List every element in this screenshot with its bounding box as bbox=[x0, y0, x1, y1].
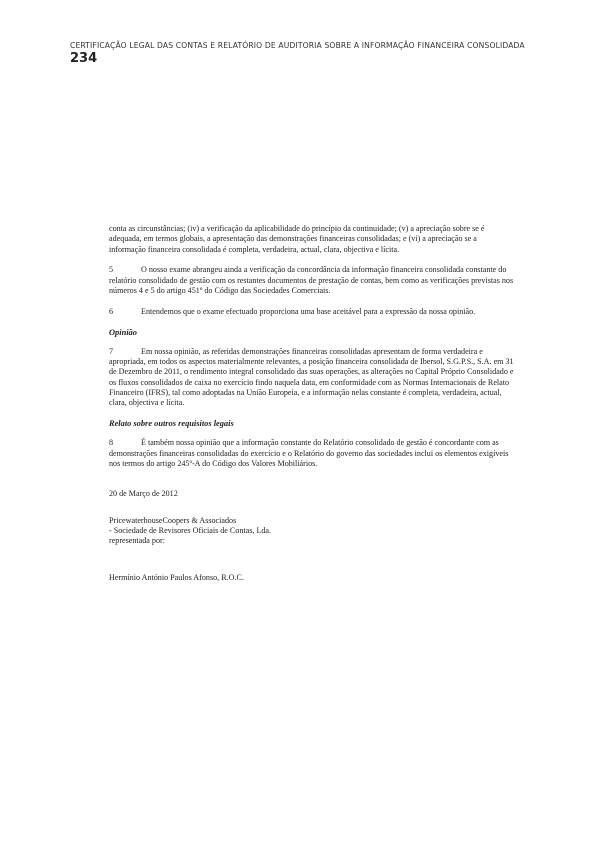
paragraph-number: 7 bbox=[109, 346, 114, 356]
signatory-name: Hermínio António Paulos Afonso, R.O.C. bbox=[109, 572, 244, 582]
intro-paragraph: conta as circunstâncias; (iv) a verificação da aplicabilidade do princípio da continuidade; (v) a apreciação sobre se é adequada, em termos globais, a apresentação das demonstrações financeiras consolidadas; e (vi) a apreciação se a informação financeira consolidada é completa, verdadeira, actual, clara, objectiva e lícita. bbox=[109, 224, 485, 254]
represented-by: representada por: bbox=[109, 536, 165, 546]
firm-name: PricewaterhouseCoopers & Associados bbox=[109, 515, 237, 525]
page-number: 234 bbox=[70, 51, 98, 66]
report-date: 20 de Março de 2012 bbox=[109, 489, 178, 499]
heading-opinion: Opinião bbox=[109, 327, 137, 337]
report-header-title: CERTIFICAÇÃO LEGAL DAS CONTAS E RELATÓRIO DE AUDITORIA SOBRE A INFORMAÇÃO FINANCEIRA CONSOLIDADA bbox=[70, 41, 525, 50]
paragraph-number: 5 bbox=[109, 265, 114, 275]
report-body bbox=[109, 224, 514, 593]
auditor-firm-block bbox=[109, 516, 514, 547]
paragraph-text: Entendemos que o exame efectuado proporciona uma base aceitável para a expressão da nossa opinião. bbox=[141, 306, 476, 316]
paragraph-7 bbox=[109, 347, 514, 409]
paragraph-text: O nosso exame abrangeu ainda a verificação da concordância da informação financeira consolidada constante do relatório consolidado de gestão com os restantes documentos de prestação de contas, bem como as verificações previstas nos números 4 e 5 do artigo 451º do Código das Sociedades Comerciais. bbox=[109, 265, 514, 295]
heading-other-legal-requirements: Relato sobre outros requisitos legais bbox=[109, 419, 234, 429]
paragraph-text: É também nossa opinião que a informação constante do Relatório consolidado de gestão é concordante com as demonstrações financeiras consolidadas do exercício e o Relatório do governo das sociedades inclui os elementos exigíveis nos termos do artigo 245º-A do Código dos Valores Mobiliários. bbox=[109, 438, 509, 469]
firm-type: - Sociedade de Revisores Oficiais de Contas, Lda. bbox=[109, 525, 272, 535]
paragraph-5 bbox=[109, 265, 514, 296]
paragraph-6 bbox=[109, 307, 514, 317]
paragraph-text: Em nossa opinião, as referidas demonstrações financeiras consolidadas apresentam de forma verdadeira e apropriada, em todos os aspectos materialmente relevantes, a posição financeira consolidada de Ibersol, S.G.P.S., S.A. em 31 de Dezembro de 2011, o rendimento integral consolidado das suas operações, as alterações no Capital Próprio Consolidado e os fluxos consolidados de caixa no exercício findo naquela data, em conformidade com as Normas Internacionais de Relato Financeiro (IFRS), tal como adoptadas na União Europeia, e a informação nelas constante é completa, verdadeira, actual, clara, objectiva e lícita. bbox=[109, 346, 514, 408]
paragraph-8 bbox=[109, 438, 514, 469]
paragraph-number: 6 bbox=[109, 306, 114, 316]
paragraph-number: 8 bbox=[109, 438, 114, 448]
